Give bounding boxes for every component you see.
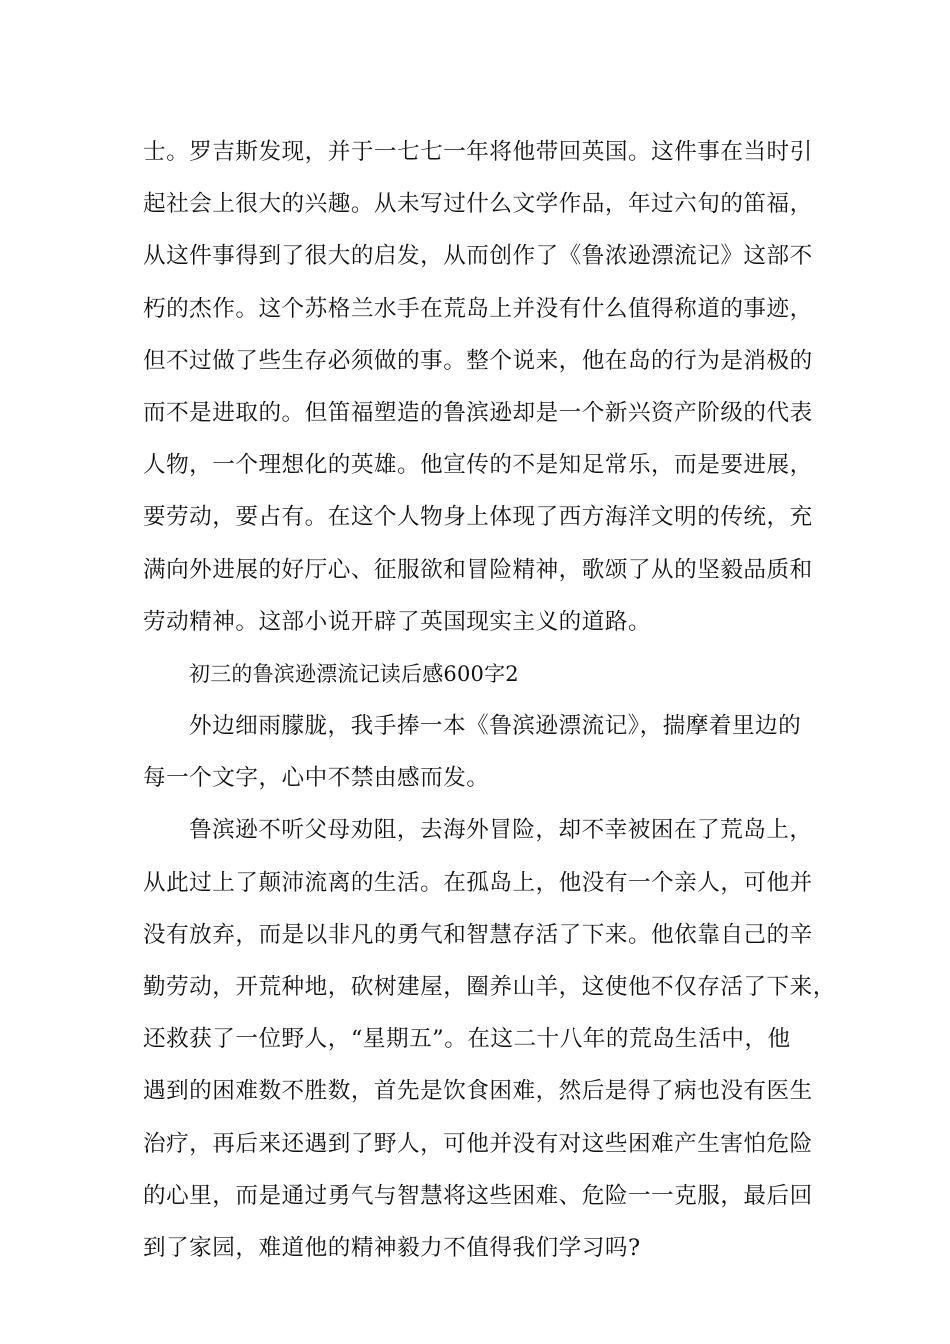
text-line: 治疗，再后来还遇到了野人，可他并没有对这些困难产生害怕危险	[143, 1130, 813, 1157]
text-line: 勤劳动，开荒种地，砍树建屋，圈养山羊，这使他不仅存活了下来，	[143, 974, 836, 1000]
text-line: 还救获了一位野人，“星期五”。在这二十八年的荒岛生活中，他	[143, 1026, 791, 1053]
text-line: 人物，一个理想化的英雄。他宣传的不是知足常乐，而是要进展，	[143, 452, 813, 479]
paragraph-start-line: 外边细雨朦胧，我手捧一本《鲁滨逊漂流记》，揣摩着里边的	[189, 713, 802, 740]
text-line: 但不过做了些生存必须做的事。整个说来，他在岛的行为是消极的	[143, 347, 813, 374]
text-line: 要劳动，要占有。在这个人物身上体现了西方海洋文明的传统，充	[143, 504, 813, 531]
text-line: 到了家园，难道他的精神毅力不值得我们学习吗?	[143, 1234, 641, 1261]
paragraph-start-line: 鲁滨逊不听父母劝阻，去海外冒险，却不幸被困在了荒岛上，	[189, 817, 813, 844]
text-line: 的心里，而是通过勇气与智慧将这些困难、危险一一克服，最后回	[143, 1182, 813, 1209]
section-heading: 初三的鲁滨逊漂流记读后感600字2	[189, 661, 519, 686]
text-line: 朽的杰作。这个苏格兰水手在荒岛上并没有什么值得称道的事迹，	[143, 295, 813, 322]
text-line: 从这件事得到了很大的启发，从而创作了《鲁浓逊漂流记》这部不	[143, 243, 813, 270]
text-line: 劳动精神。这部小说开辟了英国现实主义的道路。	[143, 608, 652, 635]
body-text	[143, 126, 836, 1274]
text-line: 遇到的困难数不胜数，首先是饮食困难，然后是得了病也没有医生	[143, 1078, 813, 1105]
text-line: 满向外进展的好厅心、征服欲和冒险精神，歌颂了从的坚毅品质和	[143, 556, 813, 583]
text-line: 起社会上很大的兴趣。从未写过什么文学作品，年过六旬的笛福，	[143, 191, 813, 218]
text-line: 从此过上了颠沛流离的生活。在孤岛上，他没有一个亲人，可他并	[143, 869, 813, 896]
text-line: 每一个文字，心中不禁由感而发。	[143, 765, 490, 792]
text-line: 没有放弃，而是以非凡的勇气和智慧存活了下来。他依靠自己的辛	[143, 921, 813, 948]
text-line: 而不是进取的。但笛福塑造的鲁滨逊却是一个新兴资产阶级的代表	[143, 399, 813, 426]
text-line: 士。罗吉斯发现，并于一七七一年将他带回英国。这件事在当时引	[143, 139, 813, 165]
